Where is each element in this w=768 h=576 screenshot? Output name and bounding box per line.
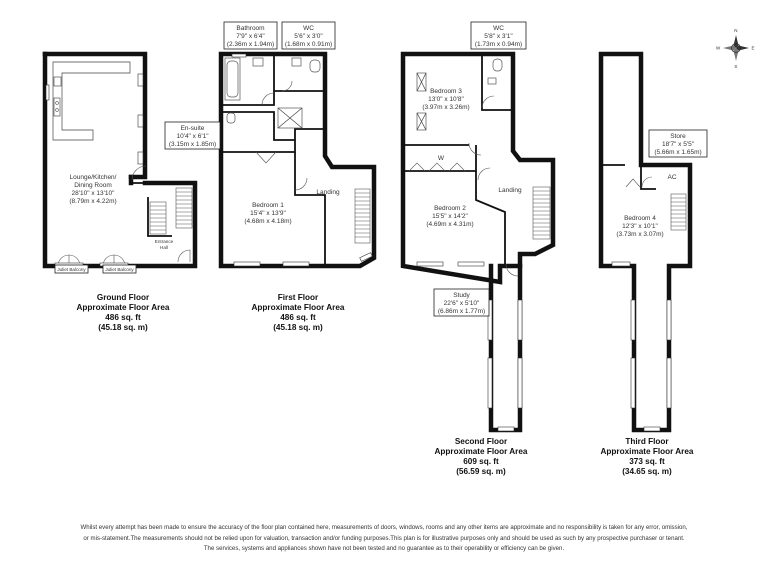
bedroom4-imperial: 12'3" x 10'1" — [622, 223, 658, 230]
second-caption-4: (56.59 sq. m) — [456, 467, 506, 476]
ac-label: AC — [667, 174, 677, 181]
ground-caption-3: 486 sq. ft — [105, 313, 141, 322]
first-caption-4: (45.18 sq. m) — [273, 323, 323, 332]
ground-caption-4: (45.18 sq. m) — [98, 323, 148, 332]
ground-caption-2: Approximate Floor Area — [76, 303, 170, 312]
hob-icon — [54, 98, 60, 116]
wardrobe-label: W — [437, 155, 445, 162]
lounge-metric: (8.79m x 4.22m) — [69, 198, 117, 205]
basin-icon — [253, 58, 263, 66]
ensuite-metric: (3.15m x 1.85m) — [168, 141, 217, 148]
bedroom3-metric: (3.97m x 3.26m) — [422, 104, 470, 111]
juliet-right: Juliet Balcony — [105, 267, 134, 272]
second-caption-3: 609 sq. ft — [463, 457, 499, 466]
study-name: Study — [453, 292, 470, 299]
third-stairs — [671, 194, 686, 230]
lounge-name: Lounge/Kitchen/ — [69, 174, 117, 181]
bathroom-imperial: 7'9" x 6'4" — [236, 33, 265, 40]
ff-landing: Landing — [316, 189, 340, 196]
study-metric: (6.86m x 1.77m) — [437, 308, 486, 315]
ff-wc-metric: (1.68m x 0.91m) — [284, 41, 333, 48]
second-caption-2: Approximate Floor Area — [434, 447, 528, 456]
compass-icon — [716, 28, 755, 69]
compass-s: S — [734, 64, 738, 69]
compass-w: W — [716, 45, 721, 51]
ff-wc-name: WC — [303, 25, 314, 32]
study-imperial: 22'6" x 5'10" — [443, 300, 480, 307]
sf-wc-metric: (1.73m x 0.94m) — [474, 41, 523, 48]
second-stairs — [533, 187, 550, 239]
disclaimer — [0, 523, 768, 555]
ensuite-name: En-suite — [180, 125, 205, 132]
first-caption-2: Approximate Floor Area — [251, 303, 345, 312]
second-caption-1: Second Floor — [454, 437, 508, 446]
third-floor-plan — [601, 54, 707, 476]
bedroom1-imperial: 15'4" x 13'9" — [250, 210, 286, 217]
first-caption-1: First Floor — [277, 293, 319, 302]
ground-stairs — [150, 188, 192, 234]
third-caption-4: (34.65 sq. m) — [622, 467, 672, 476]
lounge-imperial: 28'10" x 13'10" — [71, 190, 115, 197]
ff-wc-imperial: 5'6" x 3'0" — [294, 33, 323, 40]
sink-icon — [54, 77, 61, 86]
bedroom4-name: Bedroom 4 — [624, 215, 656, 222]
store-metric: (5.66m x 1.65m) — [654, 149, 702, 156]
wc-toilet-icon — [310, 60, 320, 72]
third-caption-2: Approximate Floor Area — [600, 447, 694, 456]
sf-wc-imperial: 5'8" x 3'1" — [484, 33, 513, 40]
lounge-name2: Dining Room — [74, 182, 112, 189]
compass-e: E — [751, 45, 755, 51]
bedroom1-name: Bedroom 1 — [252, 202, 284, 209]
disclaimer-line3: The services, systems and appliances shown have not been tested and no guarantee as to their operability or efficiency can be given. — [203, 545, 565, 552]
first-floor-plan — [165, 22, 374, 332]
ground-floor-plan — [45, 54, 195, 332]
first-caption-3: 486 sq. ft — [280, 313, 316, 322]
third-caption-1: Third Floor — [625, 437, 669, 446]
bedroom2-metric: (4.69m x 4.31m) — [426, 221, 474, 228]
bedroom3-imperial: 13'0" x 10'8" — [428, 96, 464, 103]
bedroom1-metric: (4.68m x 4.18m) — [244, 218, 292, 225]
bedroom4-metric: (3.73m x 3.07m) — [616, 231, 664, 238]
bedroom2-imperial: 15'5" x 14'2" — [432, 213, 468, 220]
sf-wc-name: WC — [493, 25, 504, 32]
bedroom3-name: Bedroom 3 — [430, 88, 462, 95]
juliet-left: Juliet Balcony — [57, 267, 86, 272]
bathroom-name: Bathroom — [236, 25, 265, 32]
disclaimer-line1: Whilst every attempt has been made to ensure the accuracy of the floor plan contained here, measurements of doors, windows, rooms and any other items are approximate and no responsibility is taken for any error, omission, — [80, 524, 688, 531]
entrance-line2: Hall — [160, 245, 168, 250]
disclaimer-line2: or mis-statement.The measurements should not be relied upon for valuation, transaction and/or funding purposes.This plan is for illustrative purposes only and should be used as such by any prospective purchaser or tenant. — [83, 534, 685, 542]
bedroom2-name: Bedroom 2 — [434, 205, 466, 212]
entrance-line1: Entrance — [154, 239, 174, 244]
first-stairs — [355, 189, 370, 243]
compass-n: N — [734, 28, 738, 33]
store-imperial: 18'7" x 5'5" — [661, 141, 695, 148]
sf-landing: Landing — [498, 187, 522, 194]
second-floor-plan — [403, 22, 553, 476]
bathroom-metric: (2.36m x 1.94m) — [226, 41, 275, 48]
third-caption-3: 373 sq. ft — [629, 457, 665, 466]
ensuite-imperial: 10'4" x 6'1" — [176, 133, 209, 140]
store-name: Store — [670, 133, 686, 140]
ground-caption-1: Ground Floor — [96, 293, 150, 302]
